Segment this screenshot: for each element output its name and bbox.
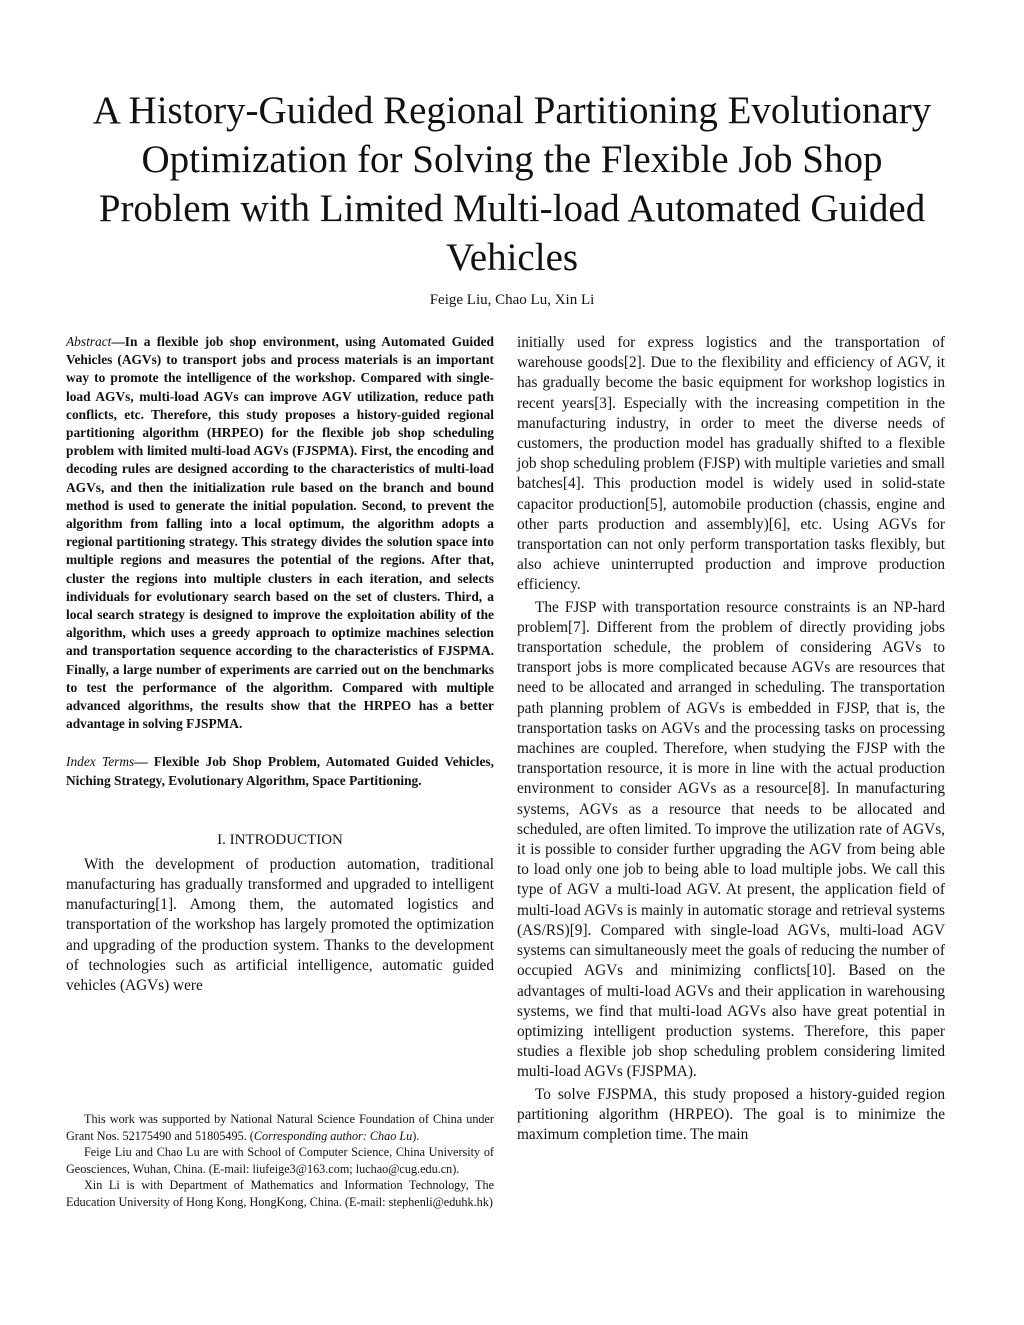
footnote-funding-text: This work was supported by National Natural Science Foundation of China under Grant Nos. 52175490 and 51805495. (: [66, 1112, 494, 1143]
index-terms-lead: Index Terms: [66, 754, 135, 770]
index-terms-text: — Flexible Job Shop Problem, Automated Guided Vehicles, Niching Strategy, Evolutionary Algorithm, Space Partitioning.: [66, 754, 494, 788]
footnote-affiliation-2: Xin Li is with Department of Mathematics and Information Technology, The Education University of Hong Kong, HongKong, China. (E-mail: stephenli@eduhk.hk): [66, 1178, 494, 1209]
right-paragraph-3: To solve FJSPMA, this study proposed a history-guided region partitioning algorithm (HRPEO). The goal is to minimize the maximum completion time. The main: [517, 1085, 945, 1143]
paper-title: A History-Guided Regional Partitioning Evolutionary Optimization for Solving the Flexible Job Shop Problem with Limited Multi-load Automated Guided Vehicles: [92, 89, 932, 279]
abstract-text: —In a flexible job shop environment, using Automated Guided Vehicles (AGVs) to transport jobs and process materials is an important way to promote the intelligence of the workshop. Compared with single-load AGVs, multi-load AGVs can improve AGV utilization, reduce path conflicts, etc. Therefore, this study proposes a history-guided regional partitioning algorithm (HRPEO) for the flexible job shop scheduling problem with limited multi-load AGVs (FJSPMA). First, the encoding and decoding rules are designed according to the characteristics of multi-load AGVs, and then the initialization rule based on the branch and bound method is used to generate the initial population. Second, to prevent the algorithm from falling into a local optimum, the algorithm adopts a regional partitioning strategy. This strategy divides the solution space into multiple regions and measures the potential of the regions. After that, cluster the regions into multiple clusters in each iteration, and selects individuals for evolutionary search based on the set of clusters. Third, a local search strategy is designed to improve the exploitation ability of the algorithm, which uses a greedy approach to optimize machines selection and transportation sequence according to the characteristics of FJSPMA. Finally, a large number of experiments are carried out on the benchmarks to test the performance of the algorithm. Compared with multiple advanced algorithms, the results show that the HRPEO has a better advantage in solving FJSPMA.: [66, 334, 494, 732]
right-paragraph-1: initially used for express logistics and the transportation of warehouse goods[2]. Due to the flexibility and efficiency of AGV, it has gradually become the basic equipment for workshop logistics in recent years[3]. Especially with the increasing competition in the manufacturing industry, in order to meet the diverse needs of customers, the production model has gradually shifted to a flexible job shop scheduling problem (FJSP) with multiple varieties and small batches[4]. This production model is widely used in solid-state capacitor production[5], automobile production (chassis, engine and other parts production and assembly)[6], etc. Using AGVs for transportation can not only perform transportation tasks flexibly, but also achieve uninterrupted production and improve production efficiency.: [517, 334, 945, 594]
authors: Feige Liu, Chao Lu, Xin Li: [429, 292, 595, 308]
abstract-lead: Abstract: [66, 334, 112, 349]
footnote-funding-close: ).: [412, 1128, 420, 1143]
index-terms: [66, 753, 494, 789]
footnotes: [66, 1111, 494, 1210]
footnote-corresponding: Corresponding author: Chao Lu: [253, 1128, 413, 1143]
section-heading: I. INTRODUCTION: [217, 831, 343, 848]
right-column: [517, 333, 945, 1145]
footnote-affiliation-1: Feige Liu and Chao Lu are with School of Computer Science, China University of Geosciences, Wuhan, China. (E-mail: liufeige3@163.com; luchao@cug.edu.cn).: [66, 1145, 494, 1176]
intro-paragraph-1: With the development of production automation, traditional manufacturing has gradually transformed and upgraded to intelligent manufacturing[1]. Among them, the automated logistics and transportation of the workshop has largely promoted the optimization and upgrading of the production system. Thanks to the development of technologies such as artificial intelligence, automatic guided vehicles (AGVs) were: [66, 855, 494, 995]
left-column: [66, 333, 494, 996]
footnote-funding: [66, 1111, 494, 1144]
abstract: [66, 333, 494, 733]
right-paragraph-2: The FJSP with transportation resource constraints is an NP-hard problem[7]. Different from the problem of directly providing jobs transportation schedule, the problem of considering AGVs to transport jobs is more complicated because AGVs are resources that need to be allocated and arranged in scheduling. The transportation path planning problem of AGVs is embedded in FJSP, that is, the transportation tasks on AGVs and the processing tasks on processing machines are coupled. Therefore, when studying the FJSP with the transportation resource, it is more in line with the actual production environment to consider AGVs as a resource[8]. In manufacturing systems, AGVs as a resource that needs to be allocated and scheduled, are often limited. To improve the utilization rate of AGVs, it is possible to consider further upgrading the AGV from being able to load only one job to being able to load multiple jobs. We call this type of AGV a multi-load AGV. At present, the application field of multi-load AGVs is mainly in automatic storage and retrieval systems (AS/RS)[9]. Compared with single-load AGVs, multi-load AGV systems can simultaneously meet the goals of reducing the number of occupied AGVs and minimizing conflicts[10]. Based on the advantages of multi-load AGVs and their application in warehousing systems, we find that multi-load AGVs also have great potential in optimizing intelligent production systems. Therefore, this paper studies a flexible job shop scheduling problem considering limited multi-load AGVs (FJSPMA).: [517, 598, 945, 1081]
